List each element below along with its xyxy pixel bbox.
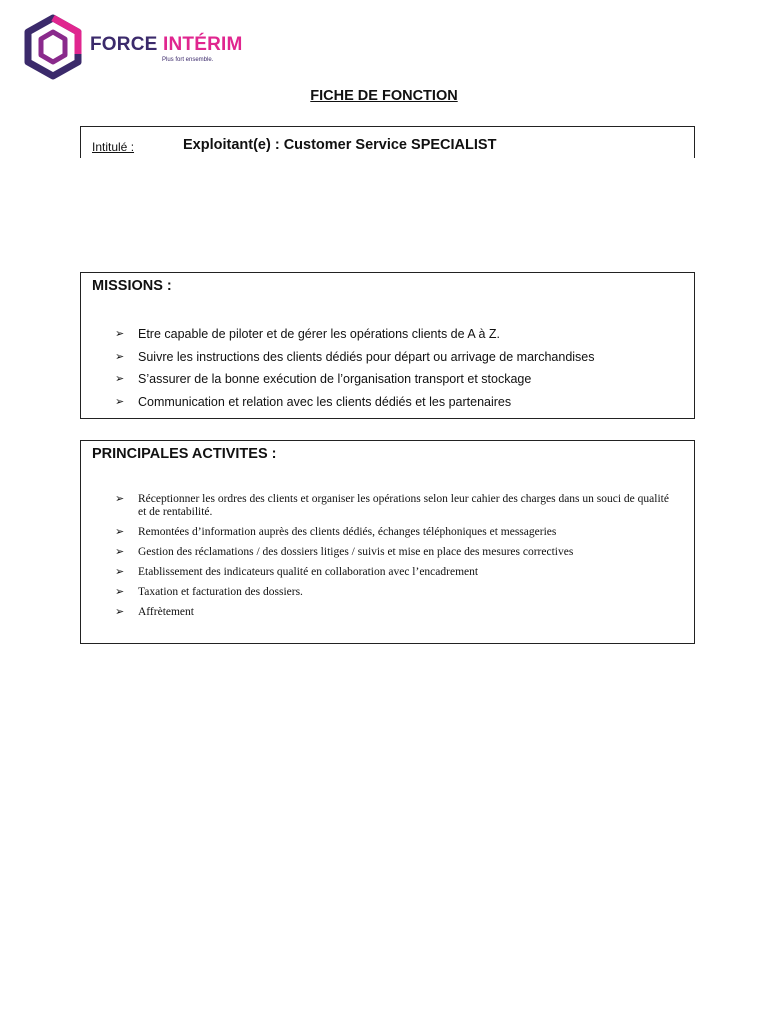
activite-text: Gestion des réclamations / des dossiers litiges / suivis et mise en place des mesures correctives [138, 546, 574, 558]
intitule-box [80, 126, 695, 158]
activites-section [80, 440, 695, 644]
logo-word-force: FORCE [90, 34, 158, 55]
arrowhead-bullet-icon: ➢ [115, 606, 125, 618]
company-logo [22, 14, 243, 80]
activite-text: Remontées d’information auprès des clients dédiés, échanges téléphoniques et messageries [138, 526, 557, 538]
activites-list [115, 493, 674, 626]
list-item [115, 395, 674, 410]
list-item [115, 493, 674, 519]
arrowhead-bullet-icon: ➢ [115, 350, 125, 363]
list-item [115, 606, 674, 619]
list-item [115, 586, 674, 599]
list-item [115, 566, 674, 579]
list-item [115, 546, 674, 559]
arrowhead-bullet-icon: ➢ [115, 328, 125, 340]
logo-wordmark [90, 34, 243, 56]
activite-text: Affrètement [138, 606, 194, 618]
missions-list [115, 327, 674, 417]
hexagon-logo-icon [22, 14, 84, 80]
mission-text: Suivre les instructions des clients dédiés pour départ ou arrivage de marchandises [138, 349, 595, 364]
job-title: Exploitant(e) : Customer Service SPECIALIST [183, 137, 497, 153]
logo-tagline: Plus fort ensemble. [162, 57, 214, 63]
arrowhead-bullet-icon: ➢ [115, 493, 125, 505]
list-item [115, 372, 674, 387]
arrowhead-bullet-icon: ➢ [115, 546, 125, 558]
arrowhead-bullet-icon: ➢ [115, 373, 125, 385]
activites-heading: PRINCIPALES ACTIVITES : [92, 446, 277, 462]
activite-text: Etablissement des indicateurs qualité en collaboration avec l’encadrement [138, 566, 479, 578]
mission-text: Etre capable de piloter et de gérer les opérations clients de A à Z. [138, 327, 501, 341]
activite-text: Taxation et facturation des dossiers. [138, 586, 303, 598]
mission-text: Communication et relation avec les clients dédiés et les partenaires [138, 394, 512, 409]
list-item [115, 350, 674, 365]
list-item [115, 327, 674, 342]
arrowhead-bullet-icon: ➢ [115, 586, 125, 598]
arrowhead-bullet-icon: ➢ [115, 566, 125, 578]
mission-text: S’assurer de la bonne exécution de l’organisation transport et stockage [138, 372, 532, 386]
logo-word-interim: INTÉRIM [162, 34, 243, 55]
arrowhead-bullet-icon: ➢ [115, 526, 125, 538]
intitule-label: Intitulé : [92, 140, 135, 154]
missions-heading: MISSIONS : [92, 278, 172, 294]
arrowhead-bullet-icon: ➢ [115, 395, 125, 408]
document-title: FICHE DE FONCTION [310, 88, 458, 104]
activite-text: Réceptionner les ordres des clients et organiser les opérations selon leur cahier des charges dans un souci de qualité et de rentabilité. [138, 493, 669, 518]
missions-section [80, 272, 695, 419]
list-item [115, 526, 674, 539]
